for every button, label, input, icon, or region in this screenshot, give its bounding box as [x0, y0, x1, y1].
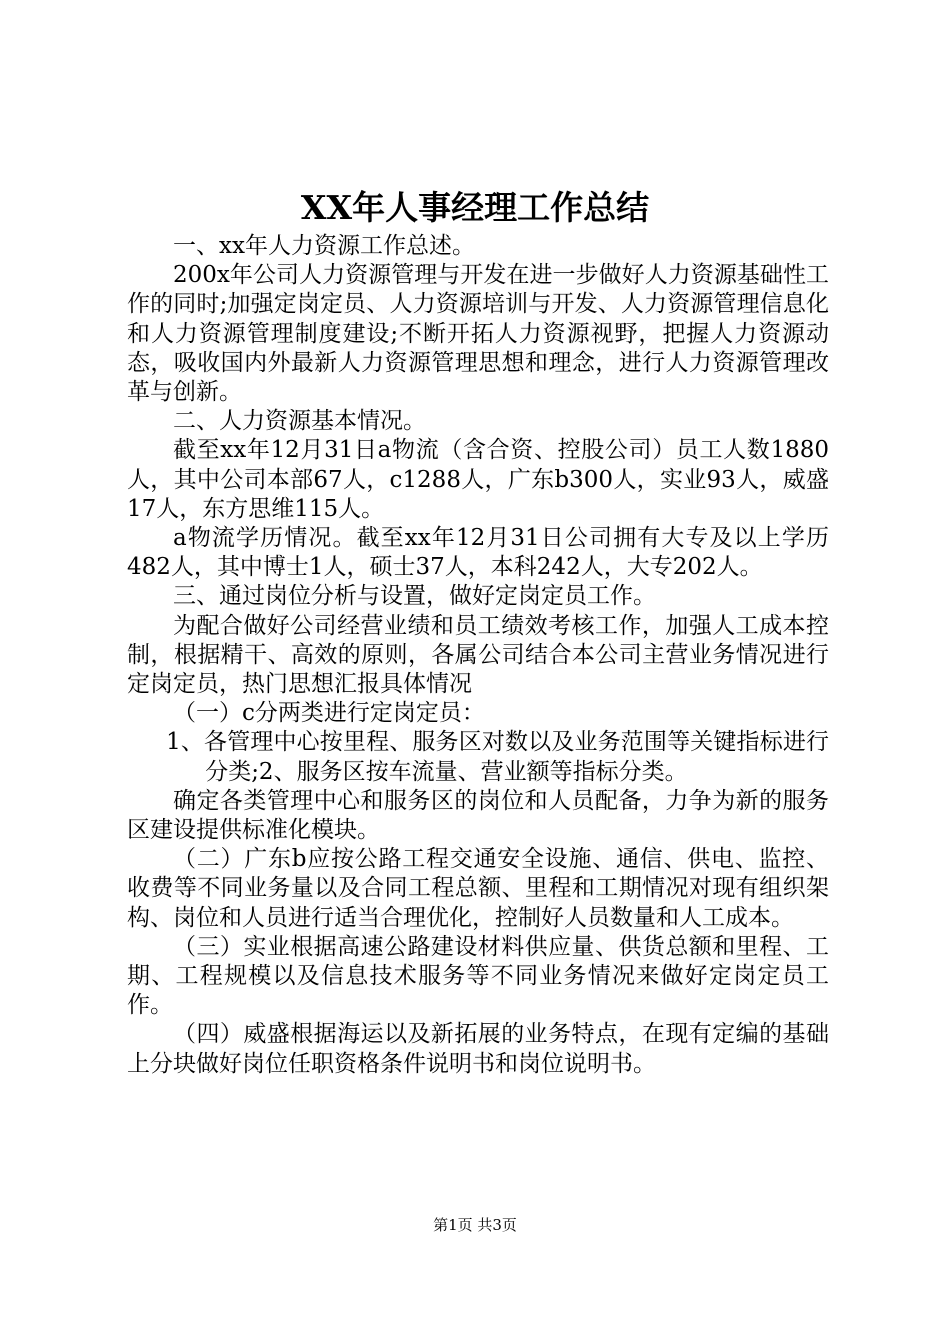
paragraph-education: a物流学历情况。截至xx年12月31日公司拥有大专及以上学历482人，其中博士1人，硕士37人，本科242人，大专202人。: [127, 525, 829, 581]
paragraph-item-3: （三）实业根据高速公路建设材料供应量、供货总额和里程、工期、工程规模以及信息技术服务等不同业务情况来做好定岗定员工作。: [127, 933, 829, 1019]
paragraph-staff-count: 截至xx年12月31日a物流（含合资、控股公司）员工人数1880人，其中公司本部67人，c1288人，广东b300人，实业93人，威盛17人，东方思维115人。: [127, 437, 829, 522]
paragraph-overview: 200x年公司人力资源管理与开发在进一步做好人力资源基础性工作的同时;加强定岗定员、人力资源培训与开发、人力资源管理信息化和人力资源管理制度建设;不断开拓人力资源视野，把握人力资源动态，吸收国内外最新人力资源管理思想和理念，进行人力资源管理改革与创新。: [127, 262, 829, 406]
heading-section-1: 一、xx年人力资源工作总述。: [173, 233, 475, 259]
paragraph-classification: 1、各管理中心按里程、服务区对数以及业务范围等关键指标进行分类;2、服务区按车流量、营业额等指标分类。: [166, 729, 829, 785]
paragraph-item-2: （二）广东b应按公路工程交通安全设施、通信、供电、监控、收费等不同业务量以及合同工程总额、里程和工期情况对现有组织架构、岗位和人员进行适当合理优化，控制好人员数量和人工成本。: [127, 846, 829, 931]
subheading-item-1: （一）c分两类进行定岗定员：: [173, 700, 485, 727]
paragraph-positioning: 为配合做好公司经营业绩和员工绩效考核工作，加强人工成本控制，根据精干、高效的原则，各属公司结合本公司主营业务情况进行定岗定员，热门思想汇报具体情况: [127, 612, 829, 698]
page-number-footer: 第1页 共3页: [433, 1216, 517, 1234]
heading-section-3: 三、通过岗位分析与设置，做好定岗定员工作。: [173, 583, 656, 610]
paragraph-service-area: 确定各类管理中心和服务区的岗位和人员配备，力争为新的服务区建设提供标准化模块。: [127, 787, 829, 844]
document-body: [127, 232, 829, 1079]
paragraph-item-4: （四）威盛根据海运以及新拓展的业务特点，在现有定编的基础上分块做好岗位任职资格条件说明书和岗位说明书。: [127, 1021, 829, 1077]
document-title: XX年人事经理工作总结: [300, 188, 650, 227]
heading-section-2: 二、人力资源基本情况。: [173, 408, 426, 435]
